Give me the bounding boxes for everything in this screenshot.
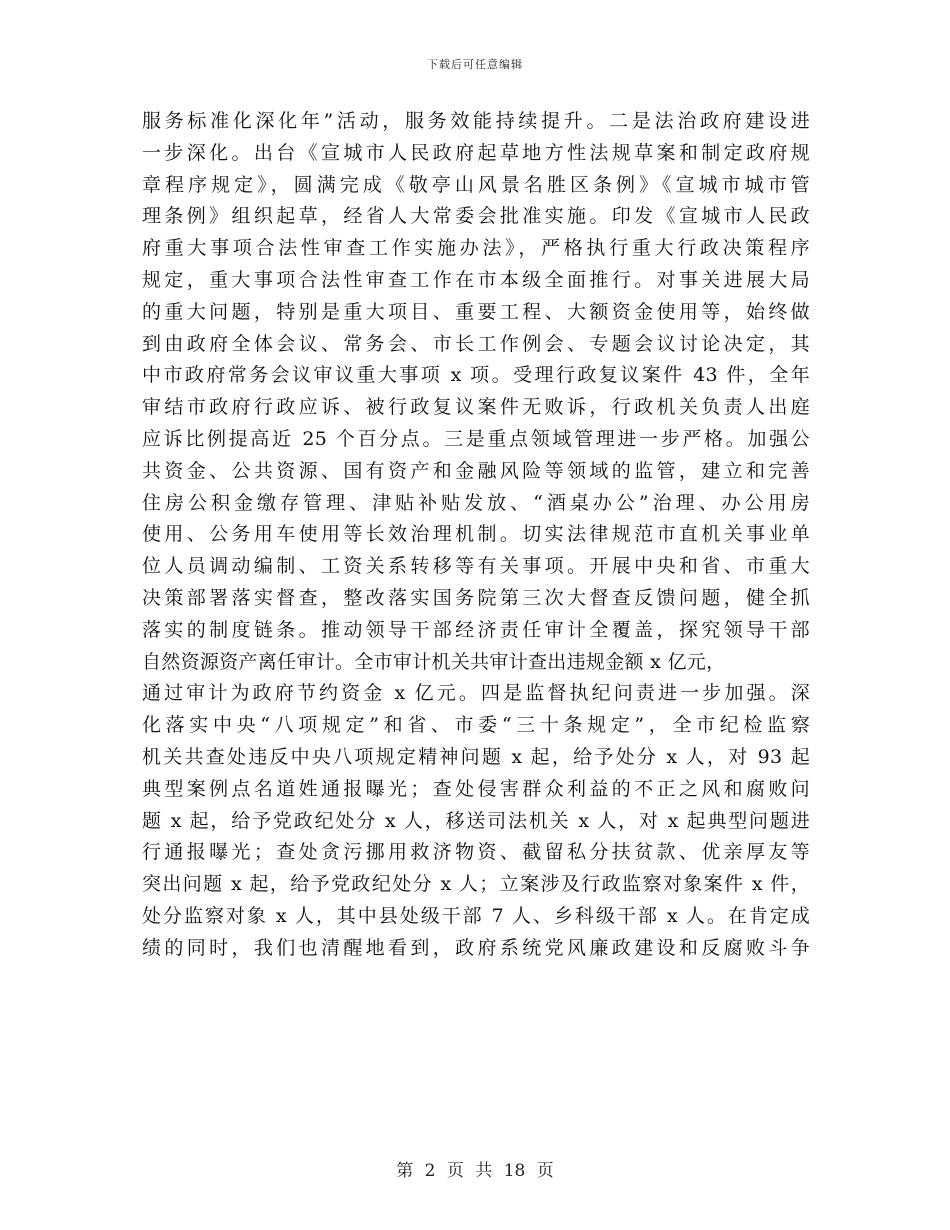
body-line: 决策部署落实督查，整改落实国务院第三次大督查反馈问题，健全抓 <box>142 586 810 609</box>
body-line: 应诉比例提高近 25 个百分点。三是重点领域管理进一步严格。加强公 <box>142 427 810 450</box>
body-line: 典型案例点名道姓通报曝光；查处侵害群众利益的不正之风和腐败问 <box>142 777 810 800</box>
body-line: 一步深化。出台《宣城市人民政府起草地方性法规草案和制定政府规 <box>142 141 810 164</box>
page-footer: 第 2 页 共 18 页 <box>396 1161 554 1181</box>
body-line: 服务标准化深化年”活动，服务效能持续提升。二是法治政府建设进 <box>142 110 810 132</box>
body-line: 规定，重大事项合法性审查工作在市本级全面推行。对事关进展大局 <box>142 268 810 291</box>
body-line: 机关共查处违反中央八项规定精神问题 x 起，给予处分 x 人，对 93 起 <box>142 745 810 768</box>
body-line: 中市政府常务会议审议重大事项 x 项。受理行政复议案件 43 件，全年 <box>142 364 810 387</box>
body-line: 化落实中央“八项规定”和省、市委“三十条规定”，全市纪检监察 <box>142 714 810 737</box>
body-line: 落实的制度链条。推动领导干部经济责任审计全覆盖，探究领导干部 <box>142 618 810 641</box>
body-line: 自然资源资产离任审计。全市审计机关共审计查出违规金额 x 亿元， <box>142 650 726 673</box>
body-line: 行通报曝光；查处贪污挪用救济物资、截留私分扶贫款、优亲厚友等 <box>142 841 810 864</box>
body-line: 题 x 起，给予党政纪处分 x 人，移送司法机关 x 人，对 x 起典型问题进 <box>142 809 810 832</box>
body-line: 理条例》组织起草，经省人大常委会批准实施。印发《宣城市人民政 <box>142 205 810 228</box>
body-line: 审结市政府行政应诉、被行政复议案件无败诉，行政机关负责人出庭 <box>142 396 810 419</box>
body-line: 到由政府全体会议、常务会、市长工作例会、专题会议讨论决定，其 <box>142 332 810 355</box>
body-line: 住房公积金缴存管理、津贴补贴发放、“酒桌办公”治理、办公用房 <box>142 491 810 514</box>
body-line: 突出问题 x 起，给予党政纪处分 x 人；立案涉及行政监察对象案件 x 件， <box>142 873 810 896</box>
body-line: 处分监察对象 x 人，其中县处级干部 7 人、乡科级干部 x 人。在肯定成 <box>142 904 810 927</box>
document-body <box>142 106 810 965</box>
page-header: 下载后可任意编辑 <box>427 58 523 71</box>
body-line: 章程序规定》，圆满完成《敬亭山风景名胜区条例》《宣城市城市管 <box>142 173 810 196</box>
body-line: 的重大问题，特别是重大项目、重要工程、大额资金使用等，始终做 <box>142 300 810 323</box>
body-line: 府重大事项合法性审查工作实施办法》，严格执行重大行政决策程序 <box>142 237 810 260</box>
body-line: 使用、公务用车使用等长效治理机制。切实法律规范市直机关事业单 <box>142 523 810 546</box>
body-line: 通过审计为政府节约资金 x 亿元。四是监督执纪问责进一步加强。深 <box>142 682 810 705</box>
body-line: 绩的同时，我们也清醒地看到，政府系统党风廉政建设和反腐败斗争 <box>142 936 810 959</box>
body-line: 共资金、公共资源、国有资产和金融风险等领域的监管，建立和完善 <box>142 459 810 482</box>
body-line: 位人员调动编制、工资关系转移等有关事项。开展中央和省、市重大 <box>142 555 810 578</box>
